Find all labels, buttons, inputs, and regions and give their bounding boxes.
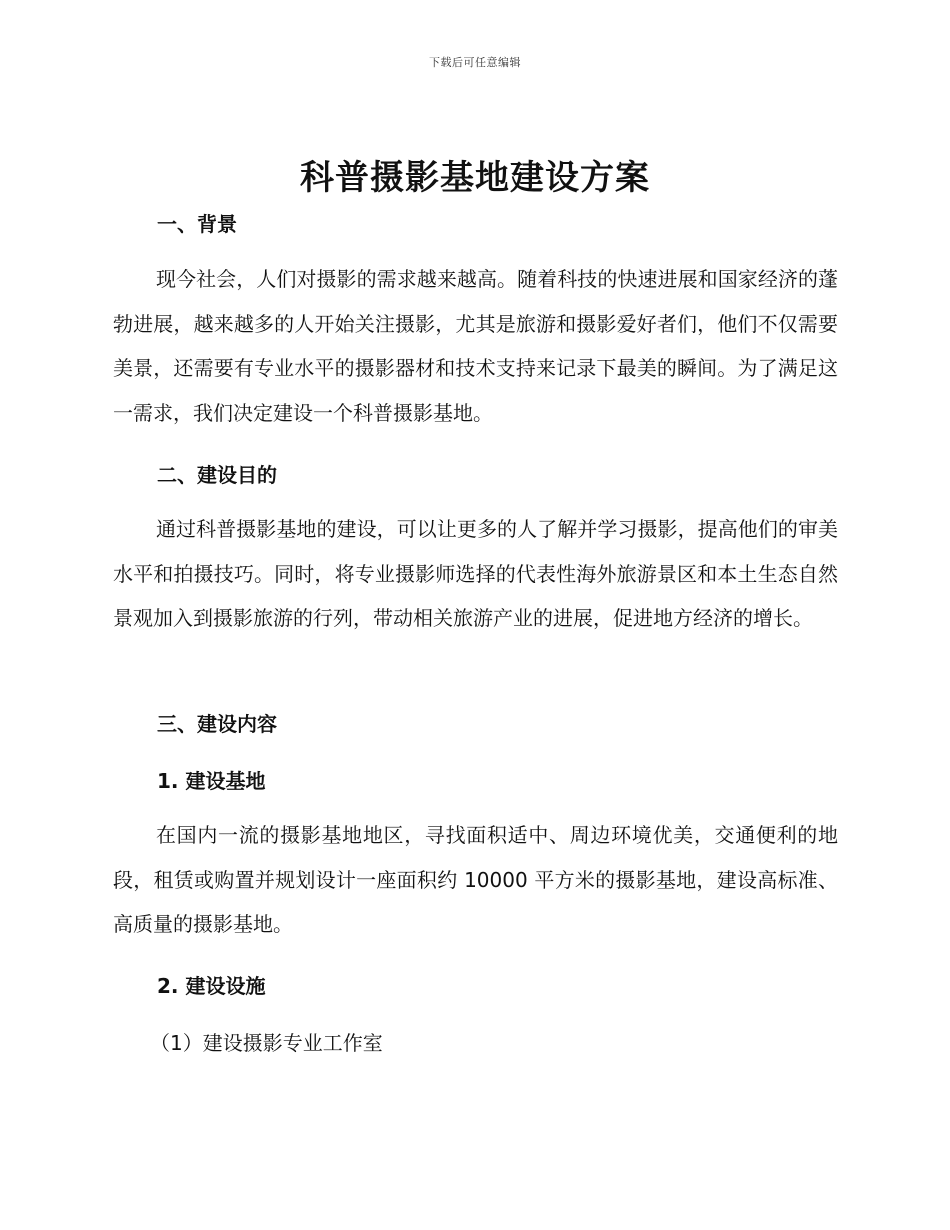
subsection-heading-base: 1. 建设基地: [157, 769, 266, 793]
header-note: 下载后可任意编辑: [429, 56, 521, 69]
section-heading-background: 一、背景: [157, 212, 237, 236]
subsection-paragraph-base: 在国内一流的摄影基地地区，寻找面积适中、周边环境优美，交通便利的地段，租赁或购置并规划设计一座面积约 10000 平方米的摄影基地，建设高标准、高质量的摄影基地。: [113, 823, 838, 936]
list-item-studio: （1）建设摄影专业工作室: [150, 1031, 383, 1055]
section-heading-content: 三、建设内容: [157, 712, 277, 736]
document-title: 科普摄影基地建设方案: [300, 158, 650, 198]
section-paragraph-background: 现今社会，人们对摄影的需求越来越高。随着科技的快速进展和国家经济的蓬勃进展，越来越多的人开始关注摄影，尤其是旅游和摄影爱好者们，他们不仅需要美景，还需要有专业水平的摄影器材和技术支持来记录下最美的瞬间。为了满足这一需求，我们决定建设一个科普摄影基地。: [113, 267, 838, 425]
subsection-heading-facilities: 2. 建设设施: [157, 974, 266, 998]
section-heading-purpose: 二、建设目的: [157, 463, 277, 487]
section-paragraph-purpose: 通过科普摄影基地的建设，可以让更多的人了解并学习摄影，提高他们的审美水平和拍摄技巧。同时，将专业摄影师选择的代表性海外旅游景区和本土生态自然景观加入到摄影旅游的行列，带动相关旅游产业的进展，促进地方经济的增长。: [113, 517, 838, 630]
